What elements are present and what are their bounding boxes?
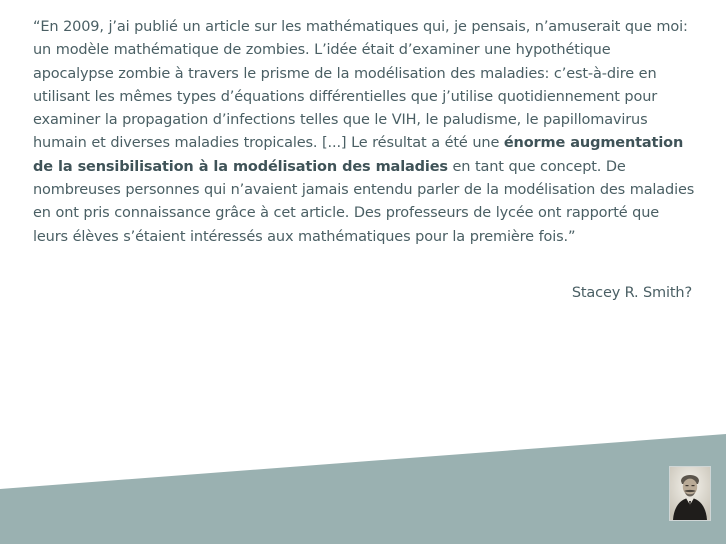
quote-emphasis: énorme augmentation de la sensibilisation à la modélisation des maladies [33, 135, 684, 175]
quote-text-end: en tant que concept. De nombreuses personnes qui n’avaient jamais entendu parler de la modélisation des maladies en ont pris connaissance grâce à cet article. Des professeurs de lycée ont rapporté que leurs élèves s’étaient intéressés aux mathématiques pour la première fois.” [33, 158, 695, 245]
quote-attribution: Stacey R. Smith? [571, 285, 692, 301]
quote-text-start: “En 2009, j’ai publié un article sur les mathématiques qui, je pensais, n’amuserait que moi: un modèle mathématique de zombies. L’idée était d’examiner une hypothétique apocalypse zombie à travers le prisme de la modélisation des maladies: c’est-à-dire en utilisant les mêmes types d’équations différentielles que j’utilise quotidiennement pour examiner la propagation d’infections telles que le VIH, le paludisme, le papillomavirus humain et diverses maladies tropicales. [...] Le résultat a été une [33, 19, 688, 152]
portrait-photo-icon [669, 466, 711, 521]
